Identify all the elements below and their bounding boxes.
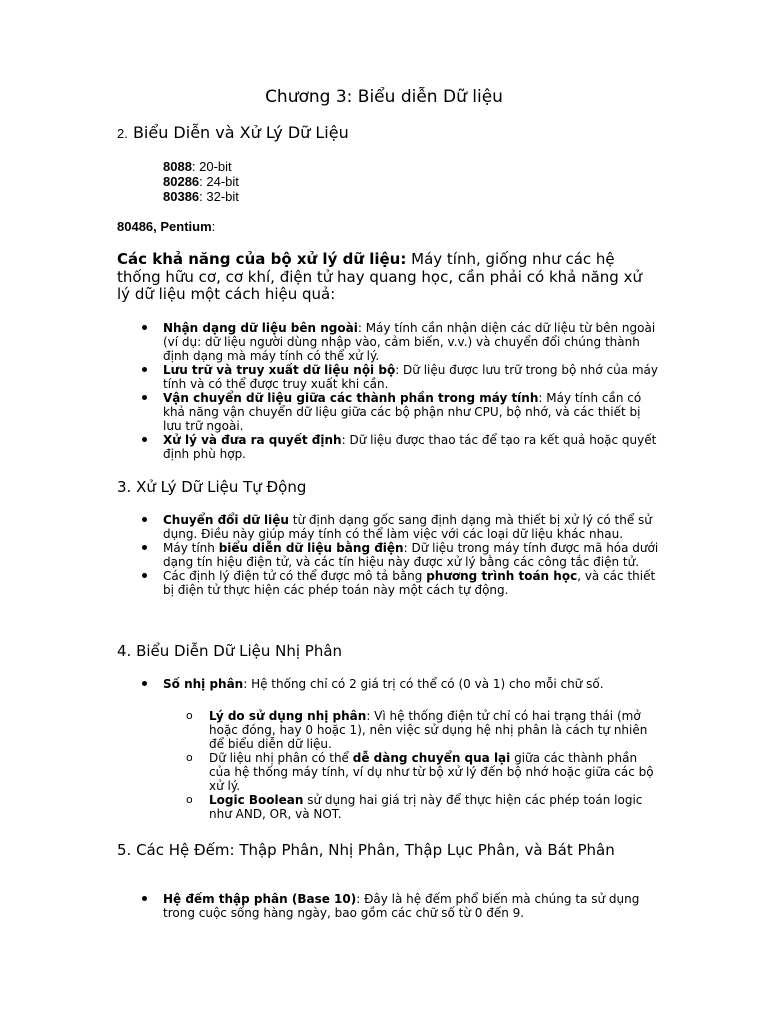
section-2-title: Biểu Diễn và Xử Lý Dữ Liệu	[132, 123, 349, 142]
cpu-name: 80386	[163, 189, 200, 204]
item-text: : Đây là hệ đếm phổ biến mà chúng ta sử dụng trong cuộc sống hàng ngày, bao gồm các chữ số từ 0 đến 9.	[163, 892, 640, 920]
cpu-line	[163, 159, 239, 174]
item-post: : Dữ liệu trong máy tính được mã hóa dưới dạng tín hiệu điện tử, và các tín hiệu này được xử lý bằng các công tắc điện tử.	[163, 541, 659, 569]
section-3-list	[163, 513, 659, 597]
item-text: : Dữ liệu được lưu trữ trong bộ nhớ của máy tính và có thể được truy xuất khi cần.	[163, 363, 658, 391]
item-bold: dễ dàng chuyển qua lại	[352, 751, 511, 765]
circle-bullet-icon: o	[186, 751, 193, 764]
bullet-icon	[142, 325, 147, 330]
cpu-name: 80286	[163, 174, 200, 189]
binary-sub-list	[186, 709, 659, 821]
item-bold: phương trình toán học	[426, 569, 578, 583]
item-pre: Các định lý điện tử có thể được mô tả bằng	[163, 569, 427, 583]
item-text: : Máy tính cần nhận diện các dữ liệu từ bên ngoài (ví dụ: dữ liệu người dùng nhập vào, cảm biến, v.v.) và chuyển đổi chúng thành định dạng mà máy tính có thể xử lý.	[163, 321, 656, 363]
bullet-icon	[142, 896, 147, 901]
section-2-heading	[117, 122, 349, 145]
item-bold: Xử lý và đưa ra quyết định	[163, 433, 342, 447]
item-pre: Máy tính	[163, 541, 219, 555]
item-bold: Lưu trữ và truy xuất dữ liệu nội bộ	[163, 363, 396, 377]
sub-list-item	[186, 751, 659, 793]
item-text: : Dữ liệu được thao tác để tạo ra kết quả hoặc quyết định phù hợp.	[163, 433, 657, 461]
capabilities-intro	[117, 251, 657, 304]
cpu-line	[163, 189, 239, 204]
item-post: : Vì hệ thống điện tử chỉ có hai trạng thái (mở hoặc đóng, hay 0 hoặc 1), nên việc sử dụng hệ nhị phân là cách tự nhiên để biểu diễn dữ liệu.	[209, 709, 648, 751]
cpu-bits: : 20-bit	[191, 159, 232, 174]
bullet-icon	[142, 545, 147, 550]
list-item	[163, 892, 659, 920]
bullet-icon	[142, 367, 147, 372]
capabilities-list	[163, 321, 659, 461]
list-item	[163, 391, 659, 433]
pentium-colon: :	[211, 219, 216, 234]
item-post: sử dụng hai giá trị này để thực hiện các phép toán logic như AND, OR, và NOT.	[209, 793, 643, 821]
item-post: giữa các thành phần của hệ thống máy tính, ví dụ như từ bộ xử lý đến bộ nhớ hoặc giữa các bộ xử lý.	[209, 751, 654, 793]
section-2-number: 2.	[117, 126, 128, 141]
item-bold: Số nhị phân	[163, 677, 244, 691]
page-title: Chương 3: Biểu diễn Dữ liệu	[265, 87, 503, 107]
cpu-bit-list	[163, 159, 239, 204]
item-bold: Vận chuyển dữ liệu giữa các thành phần trong máy tính	[163, 391, 539, 405]
item-text: : Hệ thống chỉ có 2 giá trị có thể có (0 và 1) cho mỗi chữ số.	[243, 677, 604, 691]
item-bold: biểu diễn dữ liệu bằng điện	[218, 541, 404, 555]
item-bold: Nhận dạng dữ liệu bên ngoài	[163, 321, 358, 335]
cpu-line	[163, 174, 239, 189]
list-item	[163, 433, 659, 461]
section-5-heading: 5. Các Hệ Đếm: Thập Phân, Nhị Phân, Thập Lục Phân, và Bát Phân	[117, 841, 615, 859]
bullet-icon	[142, 395, 147, 400]
item-post: từ định dạng gốc sang định dạng mà thiết bị xử lý có thể sử dụng. Điều này giúp máy tính có thể làm việc với các loại dữ liệu khác nhau.	[163, 513, 652, 541]
pentium-label: 80486, Pentium	[117, 219, 212, 234]
list-item	[163, 569, 659, 597]
item-pre: Dữ liệu nhị phân có thể	[209, 751, 353, 765]
bullet-icon	[142, 437, 147, 442]
pentium-line	[117, 219, 215, 235]
circle-bullet-icon: o	[186, 793, 193, 806]
cpu-bits: : 32-bit	[199, 189, 239, 204]
item-bold: Logic Boolean	[209, 793, 304, 807]
list-item	[163, 541, 659, 569]
bullet-icon	[142, 573, 147, 578]
capabilities-text: Máy tính, giống như các hệ thống hữu cơ, cơ khí, điện tử hay quang học, cần phải có khả năng xử lý dữ liệu một cách hiệu quả:	[117, 250, 642, 303]
list-item	[163, 513, 659, 541]
capabilities-label: Các khả năng của bộ xử lý dữ liệu:	[117, 250, 407, 268]
section-3-heading: 3. Xử Lý Dữ Liệu Tự Động	[117, 478, 307, 496]
cpu-bits: : 24-bit	[199, 174, 239, 189]
sub-list-item	[186, 793, 659, 821]
section-4-list	[163, 677, 659, 691]
sub-list-item	[186, 709, 659, 751]
section-5-list	[163, 892, 659, 920]
item-bold: Lý do sử dụng nhị phân	[209, 709, 367, 723]
item-bold: Chuyển đổi dữ liệu	[163, 513, 289, 527]
item-post: , và các thiết bị điện tử thực hiện các phép toán này một cách tự động.	[163, 569, 656, 597]
list-item	[163, 363, 659, 391]
bullet-icon	[142, 517, 147, 522]
list-item	[163, 677, 659, 691]
circle-bullet-icon: o	[186, 709, 193, 722]
cpu-name: 8088	[163, 159, 192, 174]
item-text: : Máy tính cần có khả năng vận chuyển dữ liệu giữa các bộ phận như CPU, bộ nhớ, và các thiết bị lưu trữ ngoài.	[163, 391, 642, 433]
bullet-icon	[142, 681, 147, 686]
section-4-heading: 4. Biểu Diễn Dữ Liệu Nhị Phân	[117, 642, 343, 660]
list-item	[163, 321, 659, 363]
item-bold: Hệ đếm thập phân (Base 10)	[163, 892, 357, 906]
